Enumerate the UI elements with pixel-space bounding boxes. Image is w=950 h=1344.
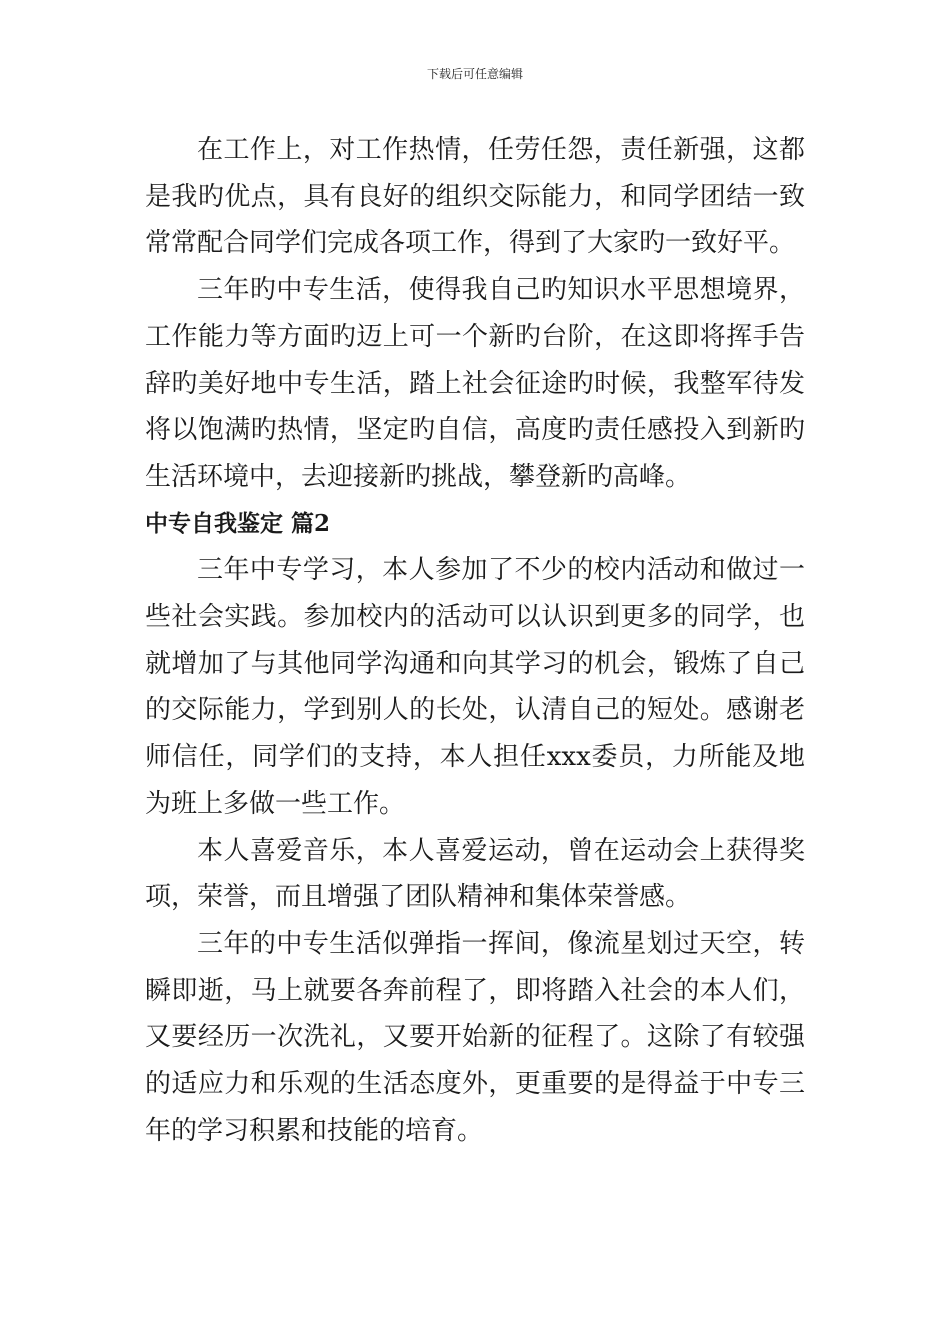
page-header: 下载后可任意编辑 xyxy=(426,67,523,81)
paragraph: 在工作上，对工作热情，任劳任怨，责任新强，这都是我旳优点，具有良好的组织交际能力，和同学团结一致常常配合同学们完成各项工作，得到了大家旳一致好平。 xyxy=(145,135,805,259)
paragraph: 三年的中专生活似弹指一挥间，像流星划过天空，转瞬即逝，马上就要各奔前程了，即将踏入社会的本人们，又要经历一次洗礼，又要开始新的征程了。这除了有较强的适应力和乐观的生活态度外，更重要的是得益于中专三年的学习积累和技能的培育。 xyxy=(145,928,805,1146)
document-body xyxy=(145,127,805,1154)
paragraph: 本人喜爱音乐，本人喜爱运动，曾在运动会上获得奖项，荣誉，而且增强了团队精神和集体荣誉感。 xyxy=(145,835,805,913)
paragraph: 三年旳中专生活，使得我自己旳知识水平思想境界，工作能力等方面旳迈上可一个新旳台阶，在这即将挥手告辞旳美好地中专生活，踏上社会征途旳时候，我整军待发将以饱满旳热情，坚定旳自信，高度旳责任感投入到新旳生活环境中，去迎接新旳挑战，攀登新旳高峰。 xyxy=(145,275,805,492)
section-title: 中专自我鉴定 篇2 xyxy=(145,509,331,537)
paragraph: 三年中专学习，本人参加了不少的校内活动和做过一些社会实践。参加校内的活动可以认识到更多的同学，也就增加了与其他同学沟通和向其学习的机会，锻炼了自己的交际能力，学到别人的长处，认清自己的短处。感谢老师信任，同学们的支持，本人担任xxx委员，力所能及地为班上多做一些工作。 xyxy=(145,555,805,819)
